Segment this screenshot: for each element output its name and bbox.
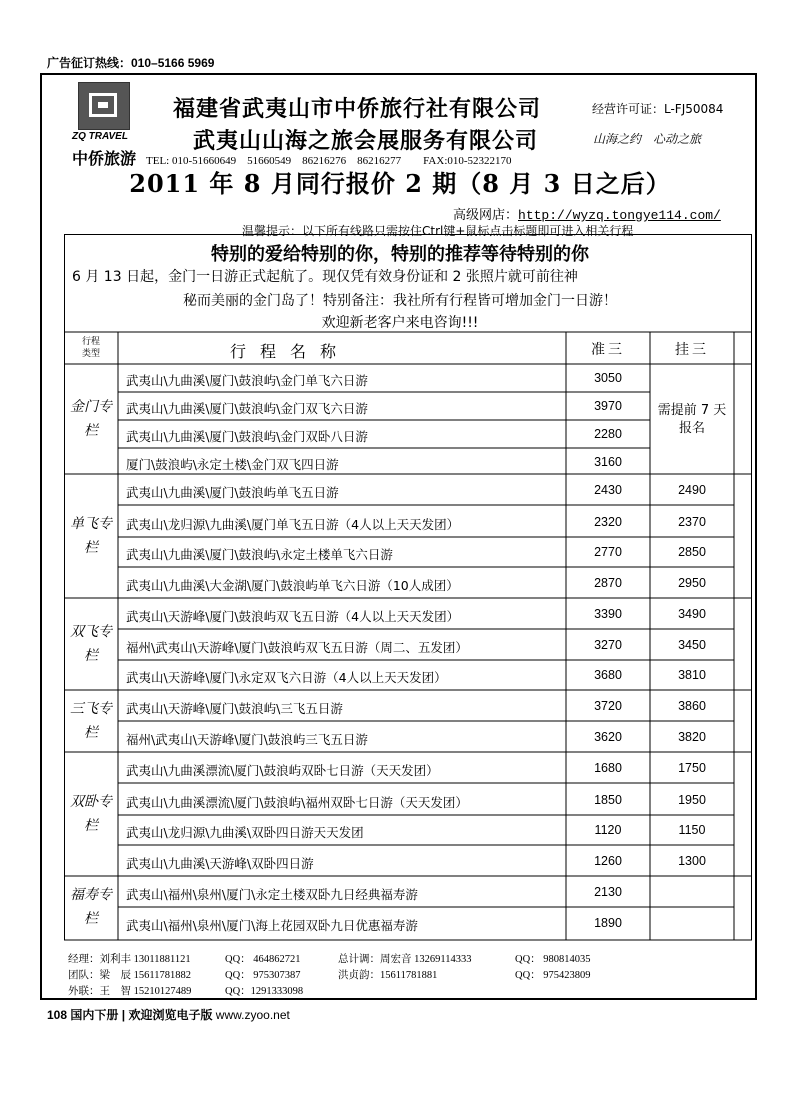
price-standard: 3390 [594,607,622,621]
price-standard: 1680 [594,761,622,775]
price-standard: 3970 [594,399,622,413]
price-listed: 1150 [678,823,706,837]
promo-line-2: 秘而美丽的金门岛了！特别备注：我社所有行程皆可增加金门一日游！ [183,293,617,309]
ad-hotline: 广告征订热线：010–5166 5969 [47,56,215,70]
table-row-route[interactable]: 武夷山\九曲溪漂流\厦门\鼓浪屿双卧七日游（天天发团） [126,763,439,778]
contact-team: 团队：梁 辰 15611781882 [68,970,191,981]
category-label: 福寿专栏 [70,887,112,927]
promo-line-1: 6 月 13 日起，金门一日游正式起航了。现仅凭有效身份证和 2 张照片就可前往神 [72,269,578,285]
contact-external: 外联：王 智 15210127489 [68,986,192,997]
price-standard: 2320 [594,515,622,529]
contact-phones: TEL: 010-51660649 51660549 86216276 86216277 FAX:010-52322170 [146,155,512,167]
price-standard: 3680 [594,668,622,682]
contact-dispatcher: 总计调：周宏音 13269114333 [338,954,472,965]
footer-site-link[interactable]: www.zyoo.net [215,1008,290,1022]
table-row-route[interactable]: 武夷山\九曲溪\大金湖\厦门\鼓浪屿单飞六日游（10人成团） [126,578,459,593]
table-row-route[interactable]: 武夷山\九曲溪\天游峰\双卧四日游 [126,856,314,871]
category-label: 金门专栏 [70,399,112,439]
table-row-route[interactable]: 福州\武夷山\天游峰\厦门\鼓浪屿三飞五日游 [126,732,368,747]
category-label: 双卧专栏 [70,794,112,834]
table-row-route[interactable]: 武夷山\天游峰\厦门\永定双飞六日游（4人以上天天发团） [126,670,447,685]
price-standard: 2430 [594,483,622,497]
price-listed: 2950 [678,576,706,590]
price-listed: 1950 [678,793,706,807]
price-listed: 3860 [678,699,706,713]
price-standard: 1120 [594,823,622,837]
page-title: 2011 年 8 月同行报价 2 期（8 月 3 日之后） [129,169,671,198]
category-label: 单飞专栏 [70,516,112,556]
price-standard: 1890 [594,916,622,930]
advance-booking-note: 需提前 7 天报名 [657,403,727,436]
price-listed: 3820 [678,730,706,744]
table-row-route[interactable]: 武夷山\天游峰\厦门\鼓浪屿双飞五日游（4人以上天天发团） [126,609,460,624]
table-row-route[interactable]: 武夷山\九曲溪\厦门\鼓浪屿\金门双卧八日游 [126,429,368,444]
footer-slogan: 欢迎浏览电子版 [128,1008,213,1022]
price-standard: 2770 [594,545,622,559]
contact-manager-qq: QQ： 464862721 [225,954,301,965]
table-row-route[interactable]: 武夷山\九曲溪\厦门\鼓浪屿单飞五日游 [126,485,339,500]
contact-manager: 经理：刘利丰 13011881121 [68,954,191,965]
price-standard: 2130 [594,885,622,899]
contact-dispatcher-qq: QQ： 980814035 [515,954,591,965]
company-name-2: 武夷山山海之旅会展服务有限公司 [193,128,539,154]
price-standard: 3620 [594,730,622,744]
header-price-standard: 准三 [591,342,625,358]
price-listed: 2850 [678,545,706,559]
promo-title: 特别的爱给特别的你，特别的推荐等待特别的你 [211,244,589,265]
price-listed: 1750 [678,761,706,775]
footer-divider: | [121,1008,126,1022]
price-standard: 2280 [594,427,622,441]
price-standard: 3270 [594,638,622,652]
category-label: 三飞专栏 [70,701,112,741]
table-row-route[interactable]: 武夷山\龙归源\九曲溪\双卧四日游天天发团 [126,825,364,840]
online-shop-link[interactable]: http://wyzq.tongye114.com/ [518,208,721,223]
price-listed: 3490 [678,607,706,621]
price-standard: 3720 [594,699,622,713]
page-number: 108 [47,1008,68,1022]
category-label: 双飞专栏 [70,624,112,664]
price-listed: 3810 [678,668,706,682]
company-slogan: 山海之约 心动之旅 [593,132,702,146]
page-footer [47,1006,290,1023]
price-standard: 1260 [594,854,622,868]
header-price-listed: 挂三 [675,342,709,358]
header-route-type: 行程 类型 [81,337,100,359]
table-row-route[interactable]: 福州\武夷山\天游峰\厦门\鼓浪屿双飞五日游（周二、五发团） [126,640,468,655]
table-row-route[interactable]: 武夷山\九曲溪\厦门\鼓浪屿\金门双飞六日游 [126,401,368,416]
contact-hong-qq: QQ： 975423809 [515,970,591,981]
table-row-route[interactable]: 武夷山\九曲溪\厦门\鼓浪屿\永定土楼单飞六日游 [126,547,393,562]
table-row-route[interactable]: 武夷山\九曲溪\厦门\鼓浪屿\金门单飞六日游 [126,373,368,388]
contact-team-qq: QQ： 975307387 [225,970,301,981]
table-row-route[interactable]: 厦门\鼓浪屿\永定土楼\金门双飞四日游 [126,457,339,472]
contact-hong: 洪贞韵：15611781881 [338,970,438,981]
header-route-name: 行程名称 [230,342,351,361]
table-row-route[interactable]: 武夷山\福州\泉州\厦门\海上花园双卧九日优惠福寿游 [126,918,418,933]
price-listed: 2370 [678,515,706,529]
usage-tip: 温馨提示：以下所有线路只需按住Ctrl键+鼠标点击标题即可进入相关行程 [242,224,634,238]
table-row-route[interactable]: 武夷山\福州\泉州\厦门\永定土楼双卧九日经典福寿游 [126,887,418,902]
license-number: 经营许可证：L-FJ50084 [592,102,724,116]
price-listed: 1300 [678,854,706,868]
online-shop-label: 高级网店： [453,208,519,223]
price-standard: 3050 [594,371,622,385]
contact-external-qq: QQ：1291333098 [225,986,304,997]
price-listed: 3450 [678,638,706,652]
section-name: 国内下册 [70,1008,119,1022]
table-row-route[interactable]: 武夷山\九曲溪漂流\厦门\鼓浪屿\福州双卧七日游（天天发团） [126,795,468,810]
table-row-route[interactable]: 武夷山\天游峰\厦门\鼓浪屿\三飞五日游 [126,701,343,716]
logo-text-cn: 中侨旅游 [72,149,137,168]
price-listed: 2490 [678,483,706,497]
logo-text-en: ZQ TRAVEL [72,131,128,142]
price-standard: 2870 [594,576,622,590]
table-row-route[interactable]: 武夷山\龙归源\九曲溪\厦门单飞五日游（4人以上天天发团） [126,517,460,532]
price-standard: 3160 [594,455,622,469]
promo-line-3: 欢迎新老客户来电咨询!!! [321,315,479,331]
price-standard: 1850 [594,793,622,807]
company-name-1: 福建省武夷山市中侨旅行社有限公司 [173,96,542,122]
